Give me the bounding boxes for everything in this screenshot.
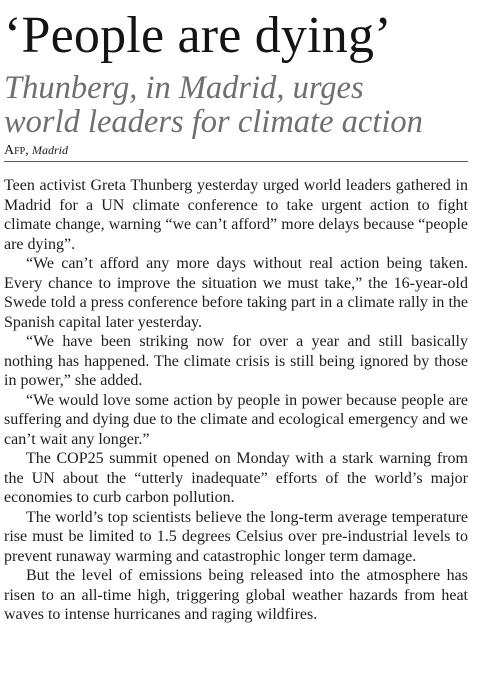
body-paragraph: “We can’t afford any more days without real action being taken. Every chance to improve the situation we must take,” the 16-year-old Swede told a press conference before taking part in a climate rally in the Spanish capital later yesterday. xyxy=(4,255,468,331)
byline-agency: Afp, xyxy=(4,143,29,158)
byline-divider xyxy=(4,161,468,162)
newspaper-clipping xyxy=(4,8,468,688)
body-paragraph: The world’s top scientists believe the long-term average temperature rise must be limited to 1.5 degrees Celsius over pre-industrial levels to prevent runaway warming and catastrophic longer term damage. xyxy=(4,508,468,565)
subheadline-line-2: world leaders for climate action xyxy=(4,104,423,140)
article-body xyxy=(4,176,468,625)
body-paragraph: But the level of emissions being released into the atmosphere has risen to an all-time high, triggering global weather hazards from heat waves to intense hurricanes and raging wildfires. xyxy=(4,567,468,623)
body-paragraph: “We would love some action by people in power because people are suffering and dying due to the climate and ecological emergency and we can’t wait any longer.” xyxy=(4,391,468,448)
subheadline-line-1: Thunberg, in Madrid, urges xyxy=(4,70,364,106)
body-paragraph: The COP25 summit opened on Monday with a stark warning from the UN about the “utterly inadequate” efforts of the world’s major economies to curb carbon pollution. xyxy=(4,450,468,506)
body-paragraph: “We have been striking now for over a year and still basically nothing has happened. The climate crisis is still being ignored by those in power,” she added. xyxy=(4,333,468,389)
subheadline xyxy=(4,71,468,139)
page-margin-right xyxy=(470,0,481,693)
headline: ‘People are dying’ xyxy=(4,7,392,64)
page-margin-bottom xyxy=(0,686,481,693)
body-paragraph: Teen activist Greta Thunberg yesterday urged world leaders gathered in Madrid for a UN climate conference to take urgent action to fight climate change, warning “we can’t afford” more delays because “people are dying”. xyxy=(4,177,468,253)
byline-city: Madrid xyxy=(31,143,68,157)
byline xyxy=(4,142,468,159)
